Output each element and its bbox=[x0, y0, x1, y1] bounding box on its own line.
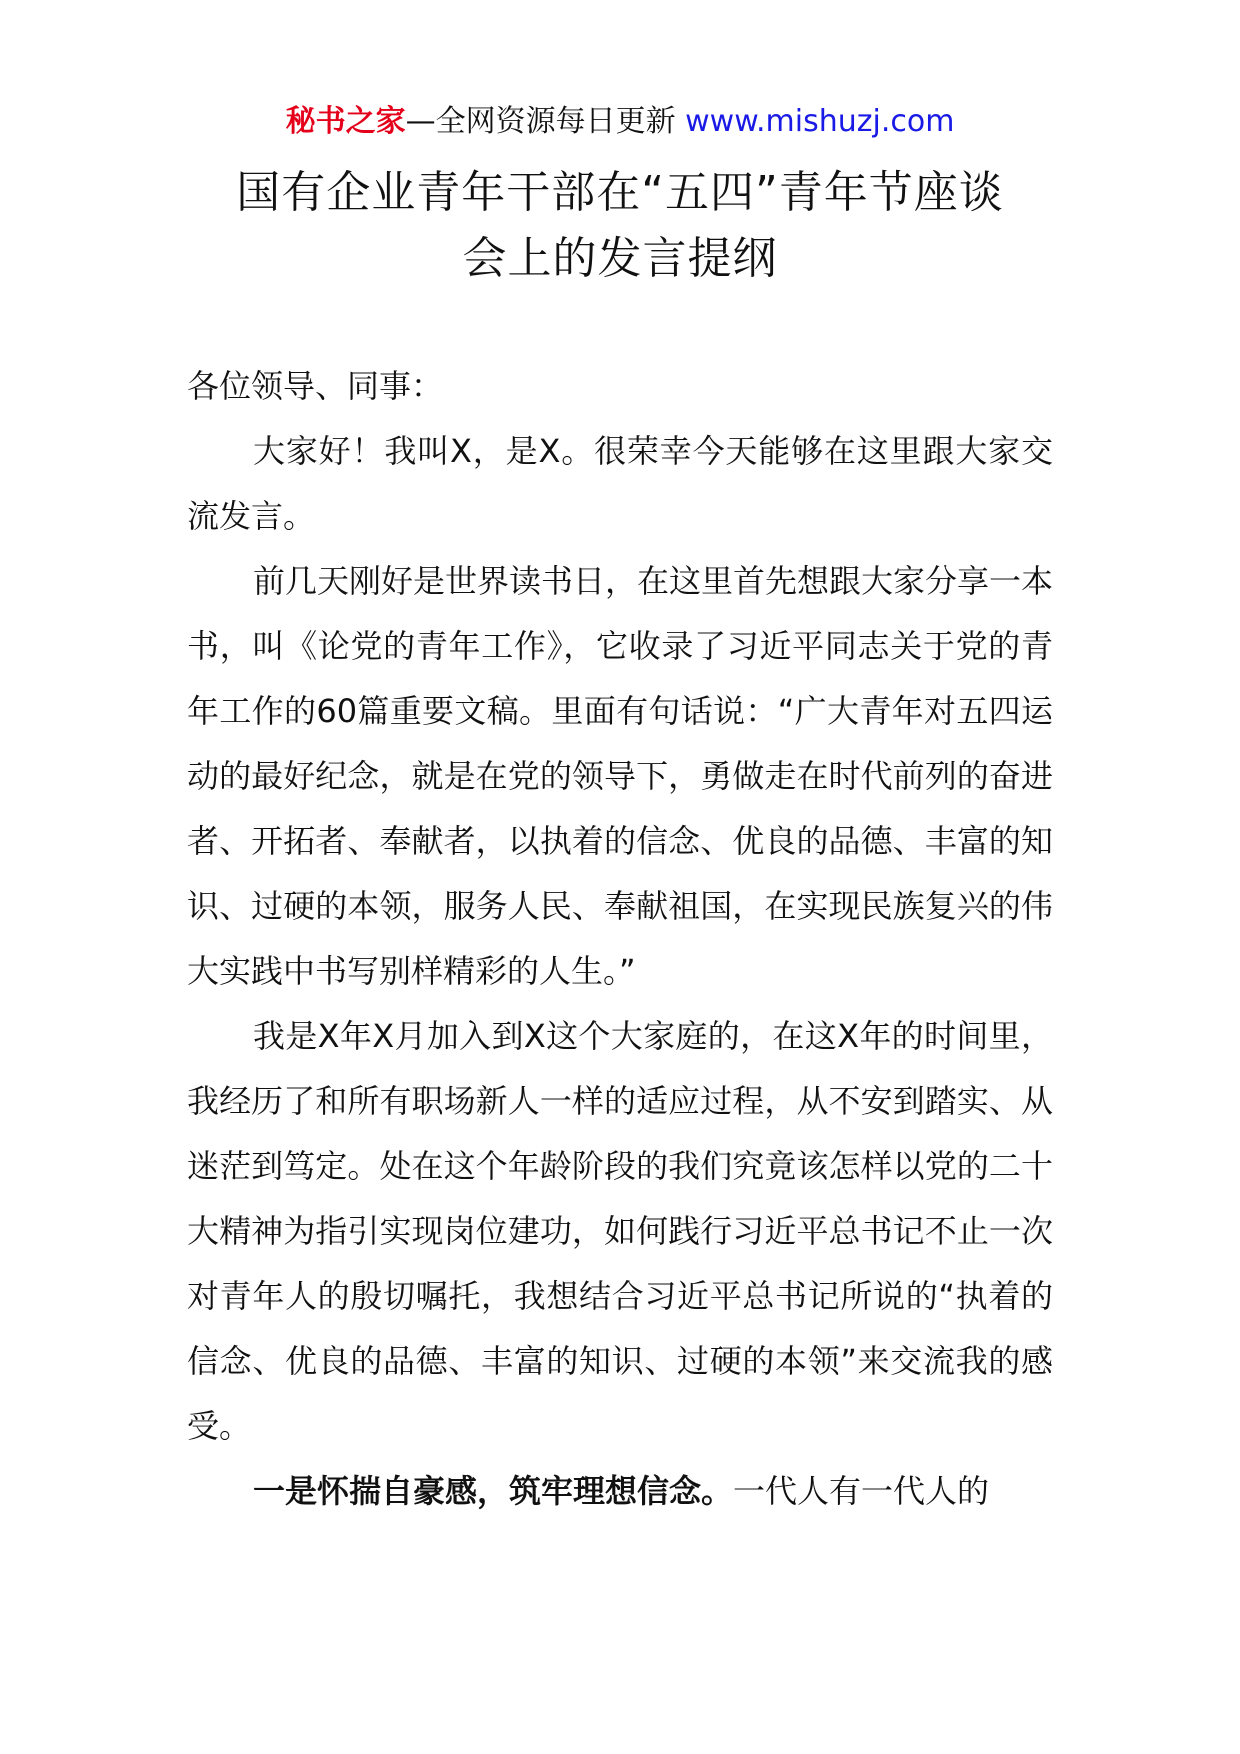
paragraph-experience: 我是X年X月加入到X这个大家庭的，在这X年的时间里，我经历了和所有职场新人一样的适应过程，从不安到踏实、从迷茫到笃定。处在这个年龄阶段的我们究竟该怎样以党的二十大精神为指引实现岗位建功，如何践行习近平总书记不止一次对青年人的殷切嘱托，我想结合习近平总书记所说的“执着的信念、优良的品德、丰富的知识、过硬的本领”来交流我的感受。 bbox=[187, 1017, 1053, 1445]
title-line-1: 国有企业青年干部在“五四”青年节座谈 bbox=[236, 167, 1004, 218]
document-title bbox=[150, 160, 1090, 292]
point-one-text: 一代人有一代人的 bbox=[733, 1472, 990, 1510]
salutation: 各位领导、同事： bbox=[187, 367, 444, 405]
paragraph-greeting: 大家好！我叫X，是X。很荣幸今天能够在这里跟大家交流发言。 bbox=[187, 432, 1053, 535]
document-body bbox=[187, 354, 1053, 1524]
point-one-heading: 一是怀揣自豪感，筑牢理想信念。 bbox=[253, 1472, 734, 1510]
paragraph-point-one bbox=[187, 1459, 1053, 1524]
site-slogan: —全网资源每日更新 bbox=[405, 104, 686, 139]
site-brand: 秘书之家 bbox=[285, 104, 406, 139]
site-url[interactable]: www.mishuzj.com bbox=[685, 104, 955, 139]
site-header bbox=[0, 100, 1240, 144]
title-line-2: 会上的发言提纲 bbox=[462, 233, 778, 284]
paragraph-book-quote: 前几天刚好是世界读书日，在这里首先想跟大家分享一本书，叫《论党的青年工作》，它收录了习近平同志关于党的青年工作的60篇重要文稿。里面有句话说：“广大青年对五四运动的最好纪念，就是在党的领导下，勇做走在时代前列的奋进者、开拓者、奉献者，以执着的信念、优良的品德、丰富的知识、过硬的本领，服务人民、奉献祖国，在实现民族复兴的伟大实践中书写别样精彩的人生。” bbox=[187, 562, 1054, 990]
